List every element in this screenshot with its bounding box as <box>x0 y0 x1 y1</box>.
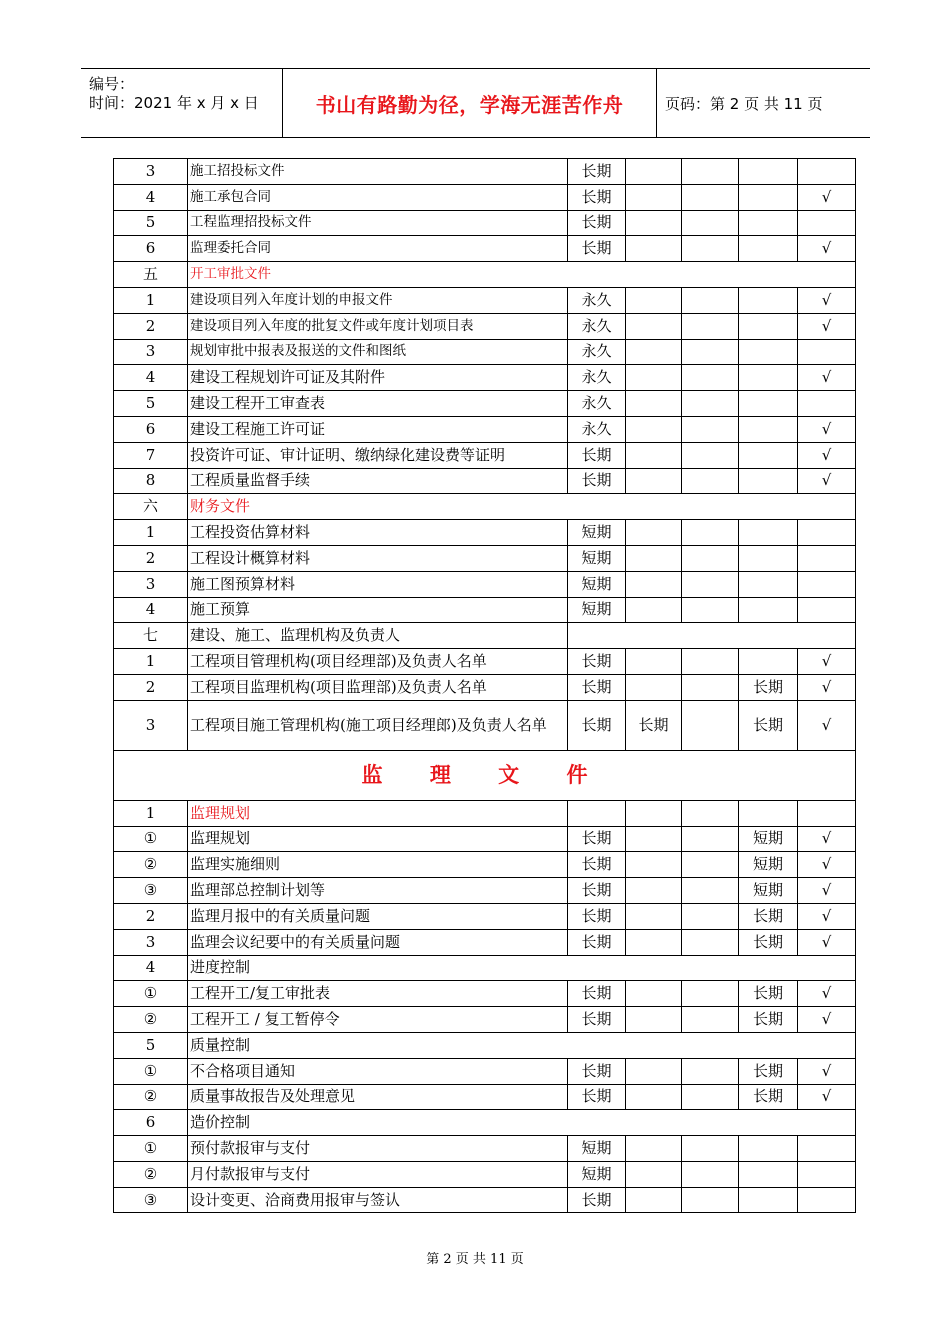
item-number: ③ <box>114 878 188 904</box>
retention-cell-c4 <box>739 416 798 442</box>
archive-table-body <box>114 159 856 1213</box>
retention-cell-c5: √ <box>798 649 856 675</box>
table-row <box>114 236 856 262</box>
item-number: 8 <box>114 468 188 494</box>
retention-cell-c1: 长期 <box>568 929 626 955</box>
retention-cell-c4 <box>739 236 798 262</box>
item-name: 工程开工/复工审批表 <box>188 981 568 1007</box>
table-row <box>114 597 856 623</box>
retention-cell-c4 <box>739 1161 798 1187</box>
retention-cell-c4: 短期 <box>739 826 798 852</box>
item-number: ① <box>114 1136 188 1162</box>
table-row <box>114 442 856 468</box>
item-name: 监理会议纪要中的有关质量问题 <box>188 929 568 955</box>
table-row <box>114 623 856 649</box>
retention-cell-c4: 短期 <box>739 878 798 904</box>
table-row <box>114 1084 856 1110</box>
retention-cell-c5: √ <box>798 184 856 210</box>
item-name: 工程投资估算材料 <box>188 520 568 546</box>
retention-cell-c1: 长期 <box>568 649 626 675</box>
retention-cell-c2 <box>626 442 682 468</box>
item-name: 投资许可证、审计证明、缴纳绿化建设费等证明 <box>188 442 568 468</box>
item-number: 1 <box>114 520 188 546</box>
retention-cell-c1: 短期 <box>568 571 626 597</box>
table-row <box>114 339 856 365</box>
merged-empty-cell <box>568 623 856 649</box>
item-name: 施工招投标文件 <box>188 159 568 185</box>
retention-cell-c5 <box>798 571 856 597</box>
item-name: 监理规划 <box>188 800 568 826</box>
table-row <box>114 674 856 700</box>
retention-cell-c5 <box>798 159 856 185</box>
retention-cell-c1: 永久 <box>568 416 626 442</box>
item-number: 六 <box>114 494 188 520</box>
section-banner-row <box>114 750 856 800</box>
item-number: 5 <box>114 391 188 417</box>
retention-cell-c2 <box>626 571 682 597</box>
retention-cell-c1: 长期 <box>568 981 626 1007</box>
retention-cell-c1: 永久 <box>568 339 626 365</box>
item-name: 建设项目列入年度的批复文件或年度计划项目表 <box>188 313 568 339</box>
retention-cell-c5 <box>798 339 856 365</box>
retention-cell-c3 <box>682 236 739 262</box>
retention-cell-c3 <box>682 210 739 236</box>
retention-cell-c3 <box>682 1161 739 1187</box>
table-row <box>114 878 856 904</box>
item-name: 质量控制 <box>188 1032 856 1058</box>
table-row <box>114 468 856 494</box>
retention-cell-c2 <box>626 852 682 878</box>
retention-cell-c4 <box>739 800 798 826</box>
item-number: 3 <box>114 339 188 365</box>
retention-cell-c1: 长期 <box>568 903 626 929</box>
retention-cell-c4: 长期 <box>739 929 798 955</box>
retention-cell-c1: 长期 <box>568 1058 626 1084</box>
retention-cell-c1: 长期 <box>568 1187 626 1213</box>
retention-cell-c2 <box>626 365 682 391</box>
item-number: 3 <box>114 159 188 185</box>
retention-cell-c3 <box>682 468 739 494</box>
archive-table <box>113 158 856 1213</box>
item-name: 工程质量监督手续 <box>188 468 568 494</box>
retention-cell-c1: 长期 <box>568 1007 626 1033</box>
item-number: ② <box>114 1007 188 1033</box>
retention-cell-c2 <box>626 391 682 417</box>
retention-cell-c3 <box>682 1136 739 1162</box>
retention-cell-c2 <box>626 520 682 546</box>
item-name: 质量事故报告及处理意见 <box>188 1084 568 1110</box>
section-row <box>114 262 856 288</box>
header-meta <box>81 69 283 137</box>
item-name: 工程设计概算材料 <box>188 545 568 571</box>
retention-cell-c4 <box>739 571 798 597</box>
retention-cell-c5: √ <box>798 1007 856 1033</box>
table-row <box>114 287 856 313</box>
retention-cell-c5: √ <box>798 700 856 750</box>
retention-cell-c2 <box>626 416 682 442</box>
retention-cell-c2 <box>626 1007 682 1033</box>
retention-cell-c2 <box>626 287 682 313</box>
retention-cell-c4 <box>739 1187 798 1213</box>
item-name: 建设工程规划许可证及其附件 <box>188 365 568 391</box>
retention-cell-c1: 永久 <box>568 391 626 417</box>
retention-cell-c2 <box>626 236 682 262</box>
item-number: ① <box>114 1058 188 1084</box>
retention-cell-c4: 长期 <box>739 674 798 700</box>
item-name: 工程项目施工管理机构(施工项目经理郎)及负责人名单 <box>188 700 568 750</box>
retention-cell-c5: √ <box>798 365 856 391</box>
item-name: 月付款报审与支付 <box>188 1161 568 1187</box>
item-number: 五 <box>114 262 188 288</box>
item-name: 建设工程开工审查表 <box>188 391 568 417</box>
retention-cell-c2 <box>626 649 682 675</box>
retention-cell-c4 <box>739 287 798 313</box>
retention-cell-c2 <box>626 210 682 236</box>
retention-cell-c3 <box>682 520 739 546</box>
retention-cell-c2 <box>626 1136 682 1162</box>
retention-cell-c1: 长期 <box>568 468 626 494</box>
retention-cell-c1: 永久 <box>568 287 626 313</box>
item-number: 2 <box>114 903 188 929</box>
item-name: 工程开工 / 复工暂停令 <box>188 1007 568 1033</box>
retention-cell-c1: 长期 <box>568 674 626 700</box>
item-name: 施工预算 <box>188 597 568 623</box>
retention-cell-c3 <box>682 700 739 750</box>
header-page-info: 页码：第 2 页 共 11 页 <box>665 94 823 113</box>
retention-cell-c1: 短期 <box>568 545 626 571</box>
item-name: 进度控制 <box>188 955 856 981</box>
table-row <box>114 649 856 675</box>
retention-cell-c4: 长期 <box>739 903 798 929</box>
section-row <box>114 955 856 981</box>
table-row <box>114 1007 856 1033</box>
item-name: 施工图预算材料 <box>188 571 568 597</box>
retention-cell-c5: √ <box>798 903 856 929</box>
retention-cell-c2 <box>626 1161 682 1187</box>
retention-cell-c3 <box>682 545 739 571</box>
retention-cell-c3 <box>682 903 739 929</box>
retention-cell-c3 <box>682 184 739 210</box>
table-row <box>114 520 856 546</box>
retention-cell-c5: √ <box>798 1058 856 1084</box>
table-row <box>114 571 856 597</box>
retention-cell-c2 <box>626 184 682 210</box>
retention-cell-c5 <box>798 1161 856 1187</box>
retention-cell-c1: 短期 <box>568 1136 626 1162</box>
retention-cell-c3 <box>682 674 739 700</box>
retention-cell-c5: √ <box>798 313 856 339</box>
item-number: 七 <box>114 623 188 649</box>
retention-cell-c4: 长期 <box>739 1084 798 1110</box>
table-row <box>114 826 856 852</box>
retention-cell-c3 <box>682 981 739 1007</box>
retention-cell-c5: √ <box>798 236 856 262</box>
retention-cell-c2 <box>626 1084 682 1110</box>
retention-cell-c1: 永久 <box>568 365 626 391</box>
item-number: 7 <box>114 442 188 468</box>
retention-cell-c4: 短期 <box>739 852 798 878</box>
retention-cell-c4 <box>739 313 798 339</box>
item-name: 建设工程施工许可证 <box>188 416 568 442</box>
retention-cell-c3 <box>682 365 739 391</box>
retention-cell-c1: 长期 <box>568 852 626 878</box>
item-number: 4 <box>114 597 188 623</box>
page-footer: 第 2 页 共 11 页 <box>426 1252 524 1267</box>
table-row <box>114 545 856 571</box>
retention-cell-c4 <box>739 210 798 236</box>
retention-cell-c5 <box>798 391 856 417</box>
retention-cell-c1: 长期 <box>568 159 626 185</box>
retention-cell-c4 <box>739 339 798 365</box>
retention-cell-c3 <box>682 391 739 417</box>
retention-cell-c1: 长期 <box>568 878 626 904</box>
retention-cell-c1: 永久 <box>568 313 626 339</box>
retention-cell-c5: √ <box>798 981 856 1007</box>
table-row <box>114 929 856 955</box>
retention-cell-c4 <box>739 159 798 185</box>
retention-cell-c3 <box>682 442 739 468</box>
retention-cell-c5: √ <box>798 1084 856 1110</box>
retention-cell-c2 <box>626 1058 682 1084</box>
retention-cell-c2 <box>626 545 682 571</box>
retention-cell-c4: 长期 <box>739 1058 798 1084</box>
retention-cell-c4 <box>739 391 798 417</box>
retention-cell-c2 <box>626 1187 682 1213</box>
retention-cell-c1: 长期 <box>568 184 626 210</box>
item-name: 工程项目管理机构(项目经理部)及负责人名单 <box>188 649 568 675</box>
section-row <box>114 1110 856 1136</box>
table-row <box>114 159 856 185</box>
retention-cell-c5 <box>798 210 856 236</box>
retention-cell-c3 <box>682 313 739 339</box>
retention-cell-c2 <box>626 597 682 623</box>
table-row <box>114 391 856 417</box>
item-number: 4 <box>114 365 188 391</box>
retention-cell-c1: 长期 <box>568 700 626 750</box>
retention-cell-c1: 长期 <box>568 210 626 236</box>
retention-cell-c1: 长期 <box>568 1084 626 1110</box>
date-label: 时间：2021 年 x 月 x 日 <box>89 94 259 112</box>
retention-cell-c5 <box>798 800 856 826</box>
item-name: 开工审批文件 <box>188 262 856 288</box>
retention-cell-c4 <box>739 545 798 571</box>
retention-cell-c3 <box>682 597 739 623</box>
retention-cell-c2: 长期 <box>626 700 682 750</box>
item-name: 规划审批中报表及报送的文件和图纸 <box>188 339 568 365</box>
retention-cell-c1: 短期 <box>568 1161 626 1187</box>
retention-cell-c3 <box>682 929 739 955</box>
retention-cell-c2 <box>626 826 682 852</box>
table-row <box>114 184 856 210</box>
section-row <box>114 494 856 520</box>
retention-cell-c3 <box>682 571 739 597</box>
item-name: 工程监理招投标文件 <box>188 210 568 236</box>
section-row <box>114 1032 856 1058</box>
item-number: ② <box>114 1161 188 1187</box>
retention-cell-c4: 长期 <box>739 981 798 1007</box>
item-number: 6 <box>114 416 188 442</box>
retention-cell-c3 <box>682 1058 739 1084</box>
item-number: 5 <box>114 210 188 236</box>
retention-cell-c4 <box>739 597 798 623</box>
item-name: 监理月报中的有关质量问题 <box>188 903 568 929</box>
item-name: 施工承包合同 <box>188 184 568 210</box>
retention-cell-c1: 长期 <box>568 442 626 468</box>
retention-cell-c3 <box>682 339 739 365</box>
retention-cell-c3 <box>682 1187 739 1213</box>
page-header <box>81 68 870 138</box>
serial-number-label: 编号： <box>89 75 135 93</box>
retention-cell-c5: √ <box>798 287 856 313</box>
section-banner-title: 监 理 文 件 <box>114 750 856 800</box>
table-row <box>114 1058 856 1084</box>
retention-cell-c4 <box>739 468 798 494</box>
item-name: 监理实施细则 <box>188 852 568 878</box>
item-number: 3 <box>114 929 188 955</box>
item-number: 2 <box>114 313 188 339</box>
item-number: 6 <box>114 1110 188 1136</box>
retention-cell-c3 <box>682 800 739 826</box>
item-number: 1 <box>114 649 188 675</box>
item-name: 监理部总控制计划等 <box>188 878 568 904</box>
retention-cell-c3 <box>682 878 739 904</box>
retention-cell-c5: √ <box>798 826 856 852</box>
retention-cell-c3 <box>682 287 739 313</box>
retention-cell-c3 <box>682 649 739 675</box>
retention-cell-c2 <box>626 159 682 185</box>
table-row <box>114 313 856 339</box>
table-row <box>114 1187 856 1213</box>
item-number: 2 <box>114 674 188 700</box>
retention-cell-c4: 长期 <box>739 700 798 750</box>
item-number: 4 <box>114 955 188 981</box>
table-row <box>114 365 856 391</box>
retention-cell-c3 <box>682 416 739 442</box>
retention-cell-c4: 长期 <box>739 1007 798 1033</box>
table-row <box>114 981 856 1007</box>
item-name: 监理规划 <box>188 826 568 852</box>
item-name: 预付款报审与支付 <box>188 1136 568 1162</box>
retention-cell-c5: √ <box>798 442 856 468</box>
table-row <box>114 800 856 826</box>
item-number: ② <box>114 1084 188 1110</box>
item-number: 4 <box>114 184 188 210</box>
item-name: 不合格项目通知 <box>188 1058 568 1084</box>
retention-cell-c4 <box>739 1136 798 1162</box>
retention-cell-c2 <box>626 903 682 929</box>
retention-cell-c3 <box>682 1084 739 1110</box>
retention-cell-c3 <box>682 1007 739 1033</box>
retention-cell-c4 <box>739 520 798 546</box>
retention-cell-c1 <box>568 800 626 826</box>
retention-cell-c2 <box>626 674 682 700</box>
item-number: 6 <box>114 236 188 262</box>
retention-cell-c5: √ <box>798 674 856 700</box>
item-number: ③ <box>114 1187 188 1213</box>
retention-cell-c1: 长期 <box>568 826 626 852</box>
retention-cell-c5: √ <box>798 852 856 878</box>
item-number: ① <box>114 981 188 1007</box>
retention-cell-c5: √ <box>798 929 856 955</box>
retention-cell-c2 <box>626 313 682 339</box>
retention-cell-c4 <box>739 649 798 675</box>
retention-cell-c2 <box>626 878 682 904</box>
retention-cell-c4 <box>739 442 798 468</box>
item-number: ① <box>114 826 188 852</box>
table-row <box>114 210 856 236</box>
item-number: 1 <box>114 800 188 826</box>
table-row <box>114 1161 856 1187</box>
retention-cell-c3 <box>682 159 739 185</box>
item-name: 设计变更、洽商费用报审与签认 <box>188 1187 568 1213</box>
table-row <box>114 852 856 878</box>
retention-cell-c1: 短期 <box>568 597 626 623</box>
retention-cell-c4 <box>739 184 798 210</box>
item-number: 3 <box>114 700 188 750</box>
retention-cell-c4 <box>739 365 798 391</box>
item-name: 建设、施工、监理机构及负责人 <box>188 623 568 649</box>
item-number: ② <box>114 852 188 878</box>
table-row <box>114 700 856 750</box>
retention-cell-c2 <box>626 981 682 1007</box>
retention-cell-c3 <box>682 826 739 852</box>
retention-cell-c1: 短期 <box>568 520 626 546</box>
item-name: 财务文件 <box>188 494 856 520</box>
retention-cell-c5 <box>798 1136 856 1162</box>
header-motto: 书山有路勤为径，学海无涯苦作舟 <box>283 69 657 137</box>
item-name: 建设项目列入年度计划的申报文件 <box>188 287 568 313</box>
item-name: 监理委托合同 <box>188 236 568 262</box>
retention-cell-c2 <box>626 468 682 494</box>
retention-cell-c3 <box>682 852 739 878</box>
retention-cell-c2 <box>626 929 682 955</box>
retention-cell-c5 <box>798 597 856 623</box>
table-row <box>114 1136 856 1162</box>
item-number: 5 <box>114 1032 188 1058</box>
retention-cell-c5: √ <box>798 416 856 442</box>
item-name: 造价控制 <box>188 1110 856 1136</box>
retention-cell-c2 <box>626 339 682 365</box>
retention-cell-c5: √ <box>798 878 856 904</box>
item-name: 工程项目监理机构(项目监理部)及负责人名单 <box>188 674 568 700</box>
item-number: 2 <box>114 545 188 571</box>
table-row <box>114 416 856 442</box>
retention-cell-c5 <box>798 1187 856 1213</box>
retention-cell-c2 <box>626 800 682 826</box>
retention-cell-c5 <box>798 545 856 571</box>
item-number: 1 <box>114 287 188 313</box>
retention-cell-c1: 长期 <box>568 236 626 262</box>
retention-cell-c5: √ <box>798 468 856 494</box>
retention-cell-c5 <box>798 520 856 546</box>
table-row <box>114 903 856 929</box>
item-number: 3 <box>114 571 188 597</box>
